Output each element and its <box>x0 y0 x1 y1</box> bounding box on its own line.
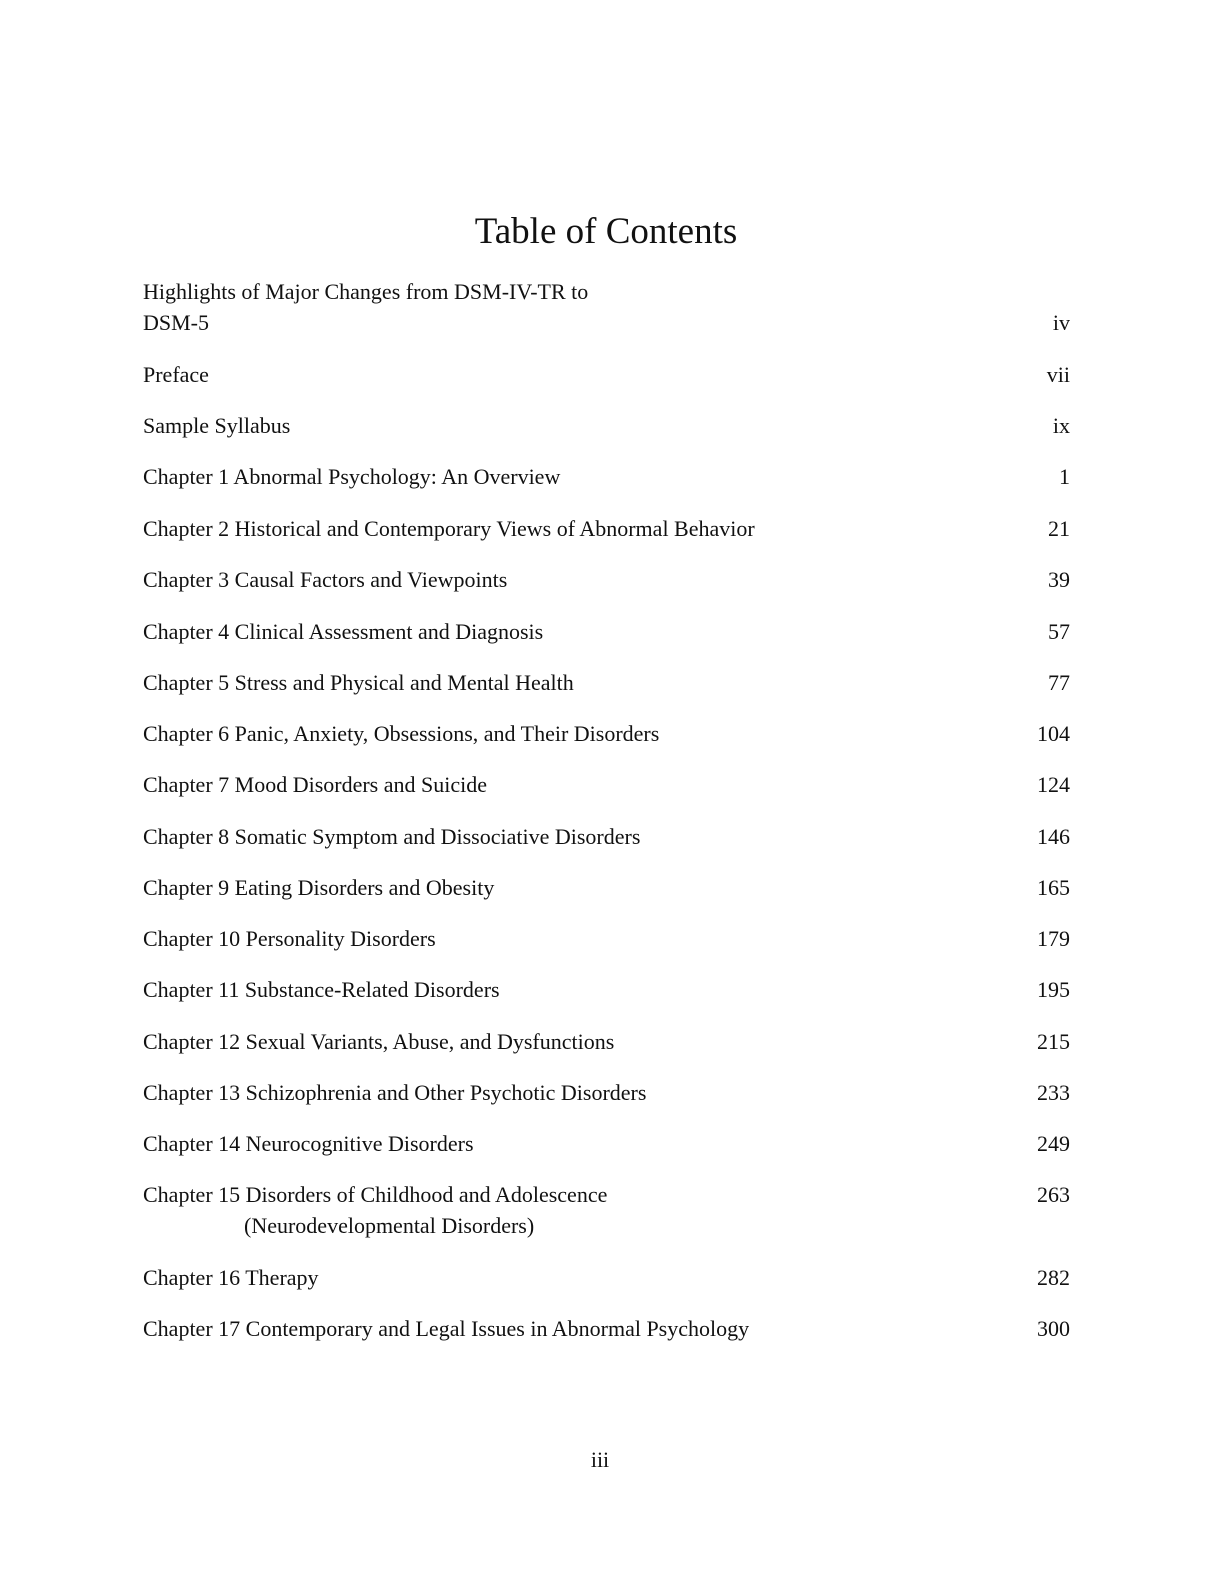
toc-entry-title: DSM-5 <box>143 310 210 335</box>
toc-entry-title: Chapter 11 Substance-Related Disorders <box>143 977 500 1002</box>
toc-entry-page-number: 21 <box>1048 516 1070 541</box>
toc-entry[interactable] <box>143 872 1070 903</box>
toc-entry-title: Chapter 14 Neurocognitive Disorders <box>143 1131 474 1156</box>
toc-entry[interactable] <box>143 1313 1070 1344</box>
toc-entry-title: Chapter 9 Eating Disorders and Obesity <box>143 875 495 900</box>
toc-entry[interactable] <box>143 359 1070 390</box>
toc-entry-title: Chapter 13 Schizophrenia and Other Psychotic Disorders <box>143 1080 647 1105</box>
toc-entry-page-number: 282 <box>1037 1265 1070 1290</box>
toc-entry-title: Chapter 5 Stress and Physical and Mental Health <box>143 670 574 695</box>
toc-entry-title: Preface <box>143 362 209 387</box>
toc-entry[interactable] <box>143 667 1070 698</box>
toc-entry-title: Chapter 10 Personality Disorders <box>143 926 436 951</box>
toc-entry-page-number: 1 <box>1059 464 1070 489</box>
toc-entry-page-number: 300 <box>1037 1316 1070 1341</box>
toc-entry-title: Chapter 1 Abnormal Psychology: An Overview <box>143 464 561 489</box>
toc-entry-page-number: 249 <box>1037 1131 1070 1156</box>
toc-entry-page-number: 233 <box>1037 1080 1070 1105</box>
toc-entry-title: Chapter 2 Historical and Contemporary Views of Abnormal Behavior <box>143 516 755 541</box>
toc-entry-title: Chapter 15 Disorders of Childhood and Adolescence <box>143 1182 608 1207</box>
toc-entry-page-number: 124 <box>1037 772 1070 797</box>
toc-entry-title: Highlights of Major Changes from DSM-IV-TR to <box>143 279 589 304</box>
toc-entry-title: Chapter 17 Contemporary and Legal Issues in Abnormal Psychology <box>143 1316 750 1341</box>
toc-entry[interactable] <box>143 513 1070 544</box>
toc-entry-page-number: 146 <box>1037 824 1070 849</box>
page-number-footer: iii <box>590 1447 610 1472</box>
toc-entry[interactable] <box>143 564 1070 595</box>
toc-entry-page-number: 57 <box>1048 619 1070 644</box>
toc-entry[interactable] <box>143 769 1070 800</box>
toc-entry-page-number: 165 <box>1037 875 1070 900</box>
toc-entry-title: Sample Syllabus <box>143 413 291 438</box>
toc-entry[interactable] <box>143 1026 1070 1057</box>
toc-entry-title: (Neurodevelopmental Disorders) <box>244 1213 535 1238</box>
toc-entry[interactable] <box>143 1077 1070 1108</box>
toc-entry-page-number: 39 <box>1048 567 1070 592</box>
toc-entry-page-number: iv <box>1052 310 1070 335</box>
toc-entry-title: Chapter 6 Panic, Anxiety, Obsessions, and Their Disorders <box>143 721 660 746</box>
toc-entry[interactable] <box>143 718 1070 749</box>
toc-entry[interactable] <box>143 1262 1070 1293</box>
toc-entry[interactable] <box>143 923 1070 954</box>
toc-entry-title: Chapter 7 Mood Disorders and Suicide <box>143 772 487 797</box>
page-title: Table of Contents <box>474 211 738 252</box>
toc-entry-title: Chapter 8 Somatic Symptom and Dissociative Disorders <box>143 824 641 849</box>
toc-entry-title: Chapter 4 Clinical Assessment and Diagnosis <box>143 619 544 644</box>
toc-entry-page-number: 195 <box>1037 977 1070 1002</box>
toc-entry-page-number: vii <box>1046 362 1070 387</box>
toc-entry-page-number: ix <box>1052 413 1070 438</box>
toc-entry-page-number: 77 <box>1048 670 1070 695</box>
toc-entry-page-number: 104 <box>1037 721 1070 746</box>
toc-entry[interactable] <box>143 1179 1070 1241</box>
toc-entry[interactable] <box>143 276 1070 338</box>
toc-entry-page-number: 179 <box>1037 926 1070 951</box>
toc-entry-page-number: 215 <box>1037 1029 1070 1054</box>
toc-entry-title: Chapter 16 Therapy <box>143 1265 319 1290</box>
toc-entry[interactable] <box>143 821 1070 852</box>
toc-entry[interactable] <box>143 461 1070 492</box>
toc-entry-title: Chapter 3 Causal Factors and Viewpoints <box>143 567 508 592</box>
toc-entry[interactable] <box>143 410 1070 441</box>
toc-entry[interactable] <box>143 974 1070 1005</box>
toc-entry-page-number: 263 <box>1037 1182 1070 1207</box>
toc-entry[interactable] <box>143 616 1070 647</box>
toc-entry-title: Chapter 12 Sexual Variants, Abuse, and Dysfunctions <box>143 1029 615 1054</box>
toc-entry[interactable] <box>143 1128 1070 1159</box>
